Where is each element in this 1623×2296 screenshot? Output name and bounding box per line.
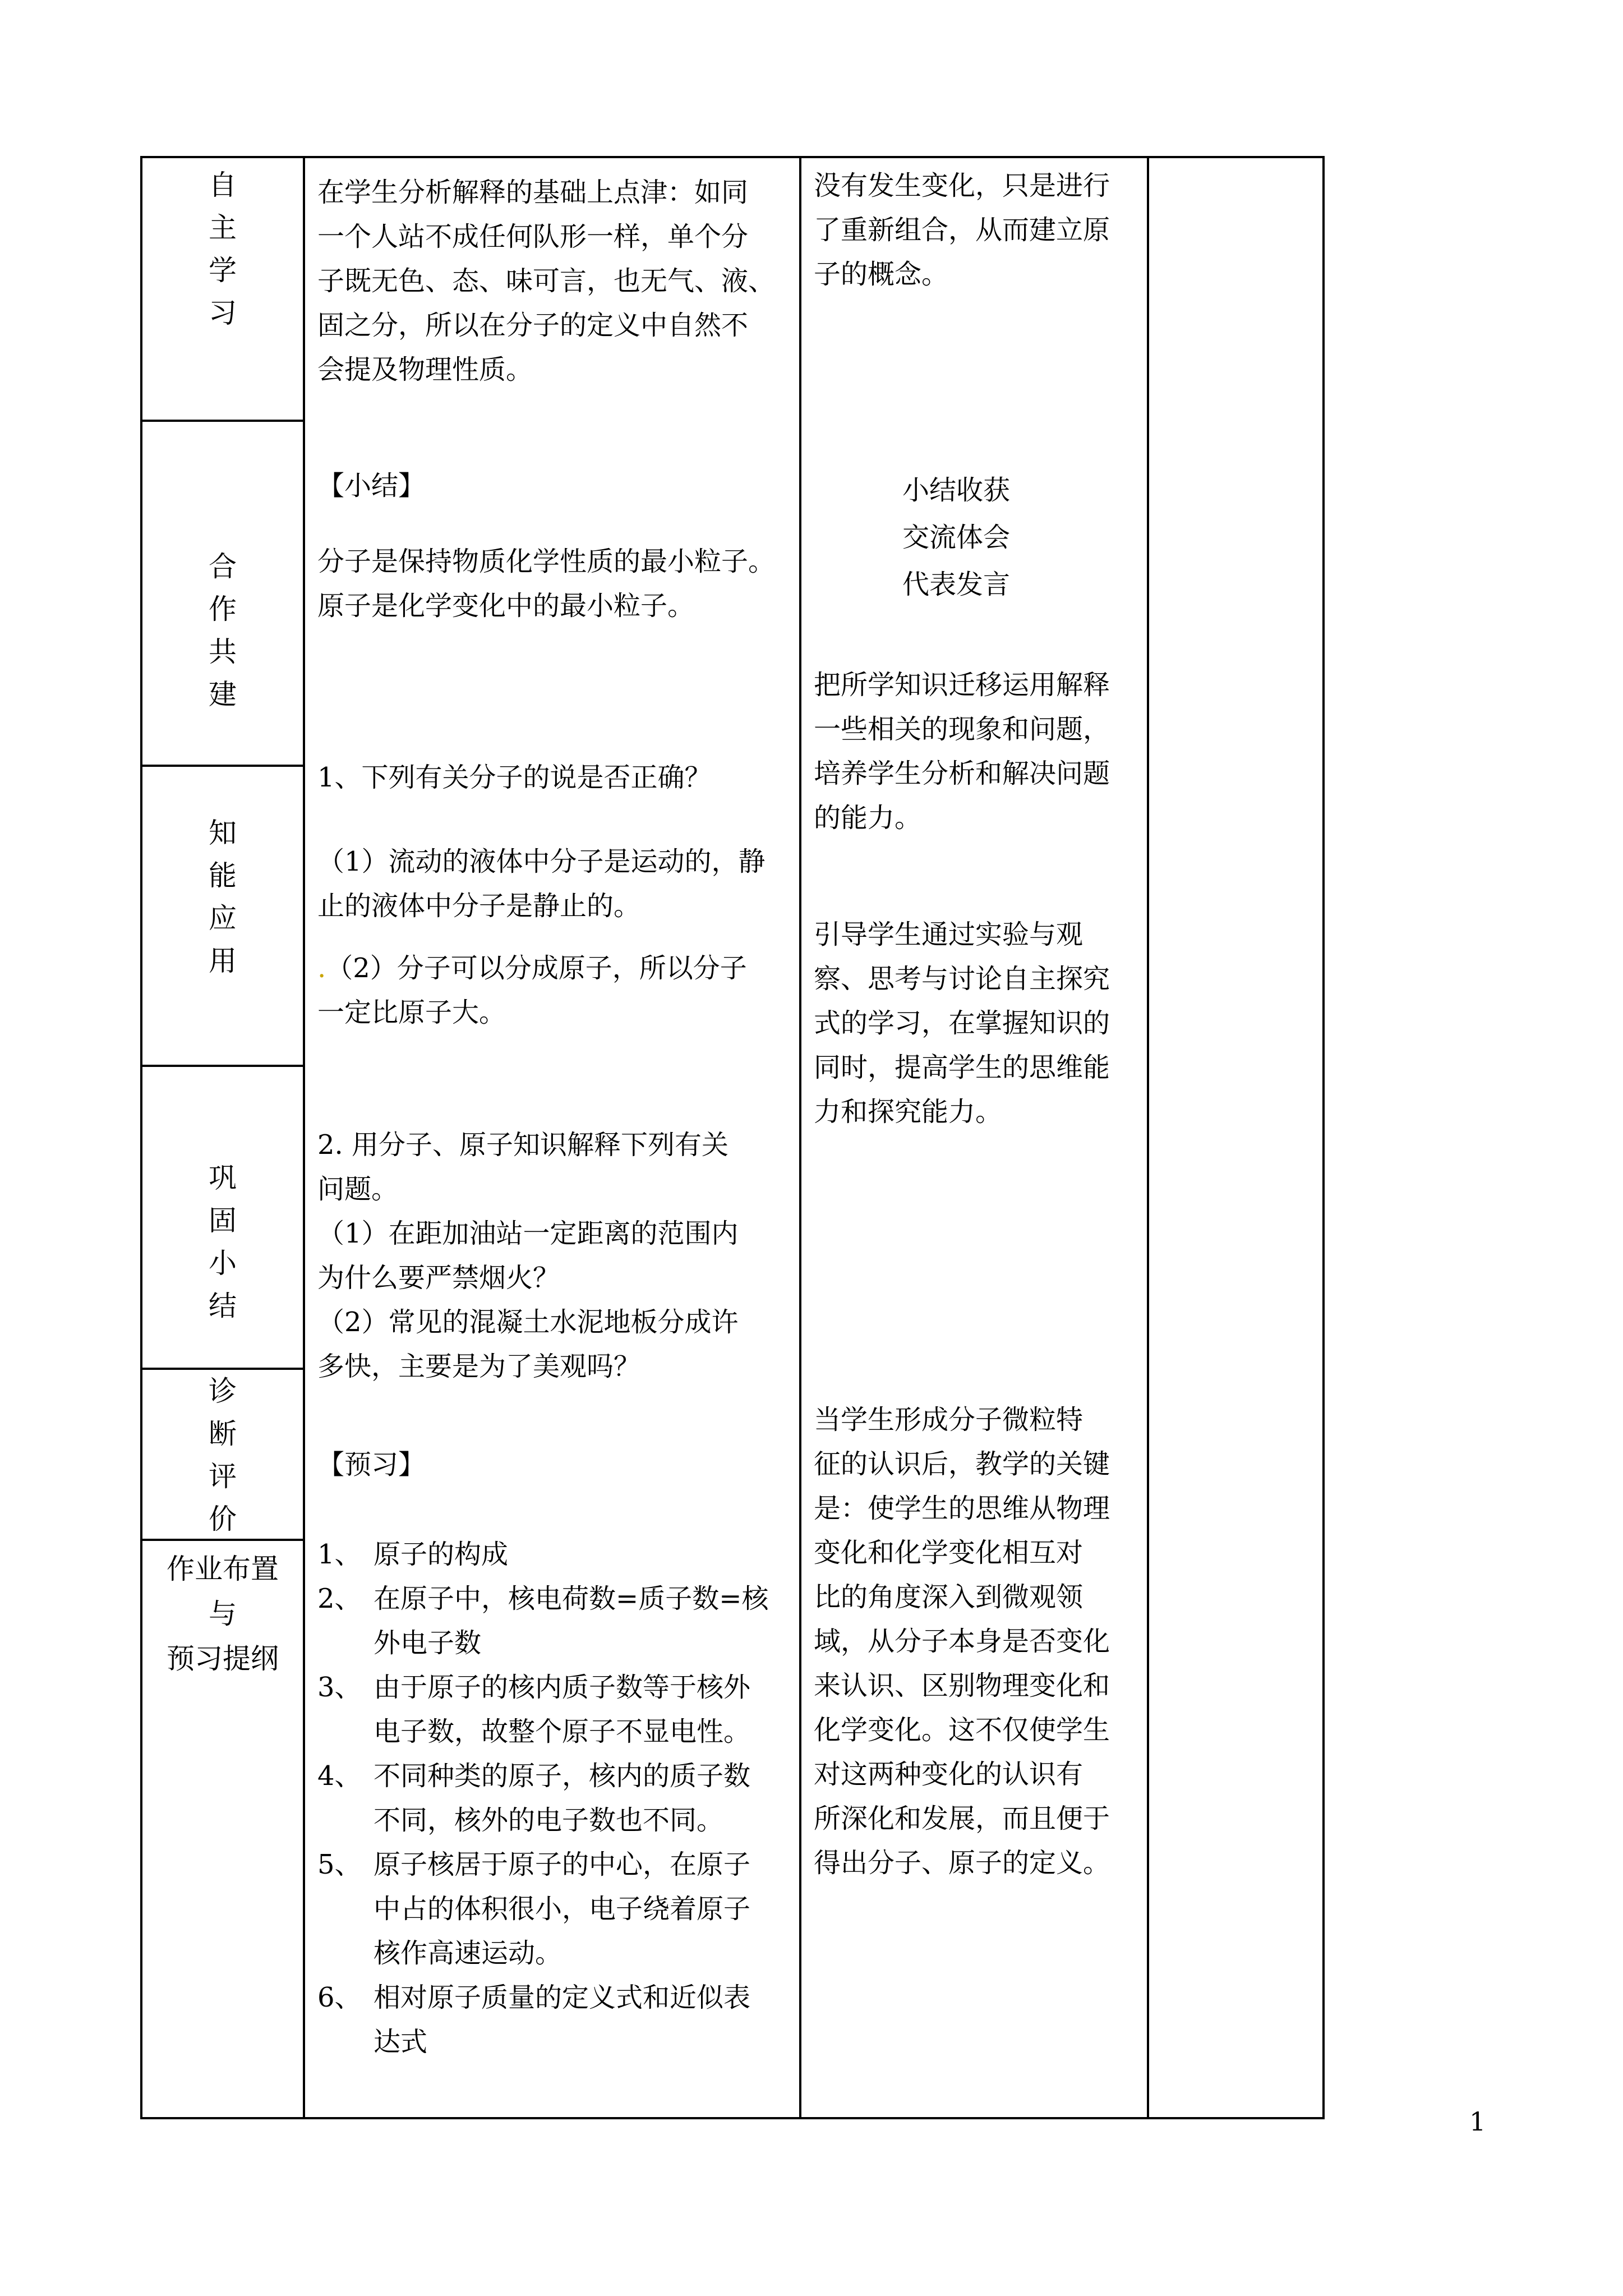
item-line: 原子核居于原子的中心，在原子: [374, 1849, 751, 1880]
item-line: 不同种类的原子，核内的质子数: [374, 1760, 751, 1792]
question-1-title: 1、下列有关分子的说是否正确？: [317, 762, 712, 793]
stage-char: 知: [209, 817, 237, 849]
text-line: 同时，提高学生的思维能: [814, 1052, 1110, 1083]
item-number: 3、: [317, 1672, 362, 1703]
stage-line: 作业布置: [167, 1553, 279, 1585]
item-number: 6、: [317, 1982, 362, 2013]
text-line: 引导学生通过实验与观: [814, 919, 1083, 950]
text-line: 察、思考与讨论自主探究: [814, 963, 1110, 995]
stage-column: [141, 157, 304, 2118]
notes-column: [1148, 157, 1324, 2118]
text-line: 一定比原子大。: [317, 997, 506, 1028]
guide-paragraph: [814, 913, 1150, 1134]
stage-char: 应: [209, 902, 237, 935]
preview-list: [317, 1533, 803, 2064]
text-line: 问题。: [317, 1174, 399, 1205]
preview-item: [317, 1976, 803, 2064]
stage-char: 价: [209, 1503, 237, 1535]
item-number: 5、: [317, 1849, 362, 1880]
text-line: 原子是化学变化中的最小粒子。: [317, 590, 695, 622]
text-line: 在学生分析解释的基础上点津：如同: [317, 177, 749, 208]
stage-char: 学: [209, 254, 237, 287]
stage-char: 断: [209, 1418, 237, 1450]
item-line: 相对原子质量的定义式和近似表: [374, 1982, 751, 2013]
preview-item: [317, 1843, 803, 1976]
text-line: 对这两种变化的认识有: [814, 1759, 1083, 1790]
preview-item: [317, 1533, 803, 1577]
stage-zuoye: [142, 1541, 303, 2119]
text-line: 子的概念。: [814, 259, 949, 290]
text-line: 为什么要严禁烟火？: [317, 1262, 560, 1294]
preview-item: [317, 1665, 803, 1754]
stage-char: 小: [209, 1247, 237, 1280]
stage-char: 评: [209, 1460, 237, 1493]
item-line: 核作高速运动。: [374, 1938, 562, 1969]
stage-char: 自: [209, 169, 237, 201]
page-number: 1: [1469, 2106, 1486, 2137]
text-line: 是：使学生的思维从物理: [814, 1493, 1110, 1524]
intro-paragraph: [317, 171, 803, 392]
text-line: 比的角度深入到微观领: [814, 1581, 1083, 1613]
text-line: 2. 用分子、原子知识解释下列有关: [317, 1129, 729, 1161]
stage-char: 结: [209, 1290, 237, 1322]
text-line: （2）常见的混凝土水泥地板分成许: [317, 1306, 739, 1338]
stage-char: 诊: [209, 1375, 237, 1407]
text-line: 域，从分子本身是否变化: [814, 1626, 1110, 1657]
text-line: 变化和化学变化相互对: [814, 1537, 1083, 1568]
stage-char: 固: [209, 1204, 237, 1237]
activity-column: [800, 157, 1148, 2118]
text-line: （1）流动的液体中分子是运动的，静: [317, 846, 766, 877]
text-line: 化学变化。这不仅使学生: [814, 1714, 1110, 1746]
text-line: 小结收获: [902, 475, 1011, 506]
preview-item: [317, 1577, 803, 1665]
summary-heading: 【小结】: [317, 470, 426, 501]
text-line: 得出分子、原子的定义。: [814, 1847, 1110, 1879]
text-line: 没有发生变化，只是进行: [814, 170, 1110, 201]
stage-zhenduan: [142, 1370, 303, 1541]
text-line: 把所学知识迁移运用解释: [814, 669, 1110, 701]
text-line: 一些相关的现象和问题，: [814, 714, 1110, 745]
stage-char: 共: [209, 636, 237, 668]
item-number: 4、: [317, 1760, 362, 1792]
question-2: [317, 1123, 803, 1389]
stage-char: 主: [209, 211, 237, 244]
stage-char: 习: [209, 297, 237, 329]
text-line: 会提及物理性质。: [317, 354, 533, 385]
text-line: 代表发言: [902, 569, 1011, 600]
question-1-item-1: [317, 840, 803, 928]
student-top-paragraph: [814, 164, 1150, 297]
reflection-paragraph: [814, 1398, 1150, 1885]
text-line: 当学生形成分子微粒特: [814, 1404, 1083, 1435]
item-number: 1、: [317, 1539, 362, 1570]
lesson-plan-table: [140, 156, 1325, 2119]
preview-heading: 【预习】: [317, 1449, 426, 1480]
stage-zizhu: [142, 158, 303, 422]
text-line: 一个人站不成任何队形一样，单个分: [317, 221, 749, 252]
stage-gonggu: [142, 1067, 303, 1370]
item-line: 电子数，故整个原子不显电性。: [374, 1716, 751, 1747]
text-line: 止的液体中分子是静止的。: [317, 890, 641, 922]
question-1-item-2: [317, 946, 803, 1035]
content-column: [304, 157, 800, 2118]
text-line: 来认识、区别物理变化和: [814, 1670, 1110, 1701]
item-line: 外电子数: [374, 1627, 482, 1659]
text-line: 了重新组合，从而建立原: [814, 214, 1110, 246]
text-line: 的能力。: [814, 802, 922, 834]
item-line: 在原子中，核电荷数=质子数=核: [374, 1583, 769, 1614]
text-line: 交流体会: [902, 522, 1011, 553]
summary-activities: [902, 467, 1010, 608]
highlight-mark: .: [317, 953, 326, 984]
stage-line: 与: [209, 1598, 237, 1630]
text-line: 式的学习，在掌握知识的: [814, 1007, 1110, 1039]
item-line: 中占的体积很小，电子绕着原子: [374, 1893, 751, 1925]
text-line: 征的认识后，教学的关键: [814, 1448, 1110, 1480]
text-line: [317, 946, 803, 991]
text-line: 分子是保持物质化学性质的最小粒子。: [317, 546, 776, 577]
stage-char: 用: [209, 945, 237, 977]
text-line: 固之分，所以在分子的定义中自然不: [317, 310, 749, 341]
text-line: 力和探究能力。: [814, 1096, 1003, 1128]
stage-line: 预习提纲: [167, 1642, 279, 1675]
item-number: 2、: [317, 1583, 362, 1614]
stage-zhineng: [142, 767, 303, 1067]
stage-char: 建: [209, 678, 237, 711]
stage-hezuo: [142, 422, 303, 767]
item-line: 达式: [374, 2026, 428, 2058]
text-line: 培养学生分析和解决问题: [814, 758, 1110, 789]
text-line: 多快，主要是为了美观吗？: [317, 1351, 641, 1382]
item-line: 由于原子的核内质子数等于核外: [374, 1672, 751, 1703]
preview-item: [317, 1754, 803, 1843]
transfer-paragraph: [814, 663, 1150, 840]
text-line: 子既无色、态、味可言，也无气、液、: [317, 265, 776, 297]
text-line: 所深化和发展，而且便于: [814, 1803, 1110, 1834]
text-line: （1）在距加油站一定距离的范围内: [317, 1218, 739, 1249]
stage-char: 作: [209, 593, 237, 625]
line-text: （2）分子可以分成原子，所以分子: [326, 953, 747, 984]
stage-char: 合: [209, 550, 237, 583]
stage-char: 巩: [209, 1162, 237, 1194]
item-line: 原子的构成: [374, 1539, 509, 1570]
summary-paragraph: [317, 540, 803, 628]
stage-char: 能: [209, 859, 237, 892]
item-line: 不同，核外的电子数也不同。: [374, 1805, 724, 1836]
